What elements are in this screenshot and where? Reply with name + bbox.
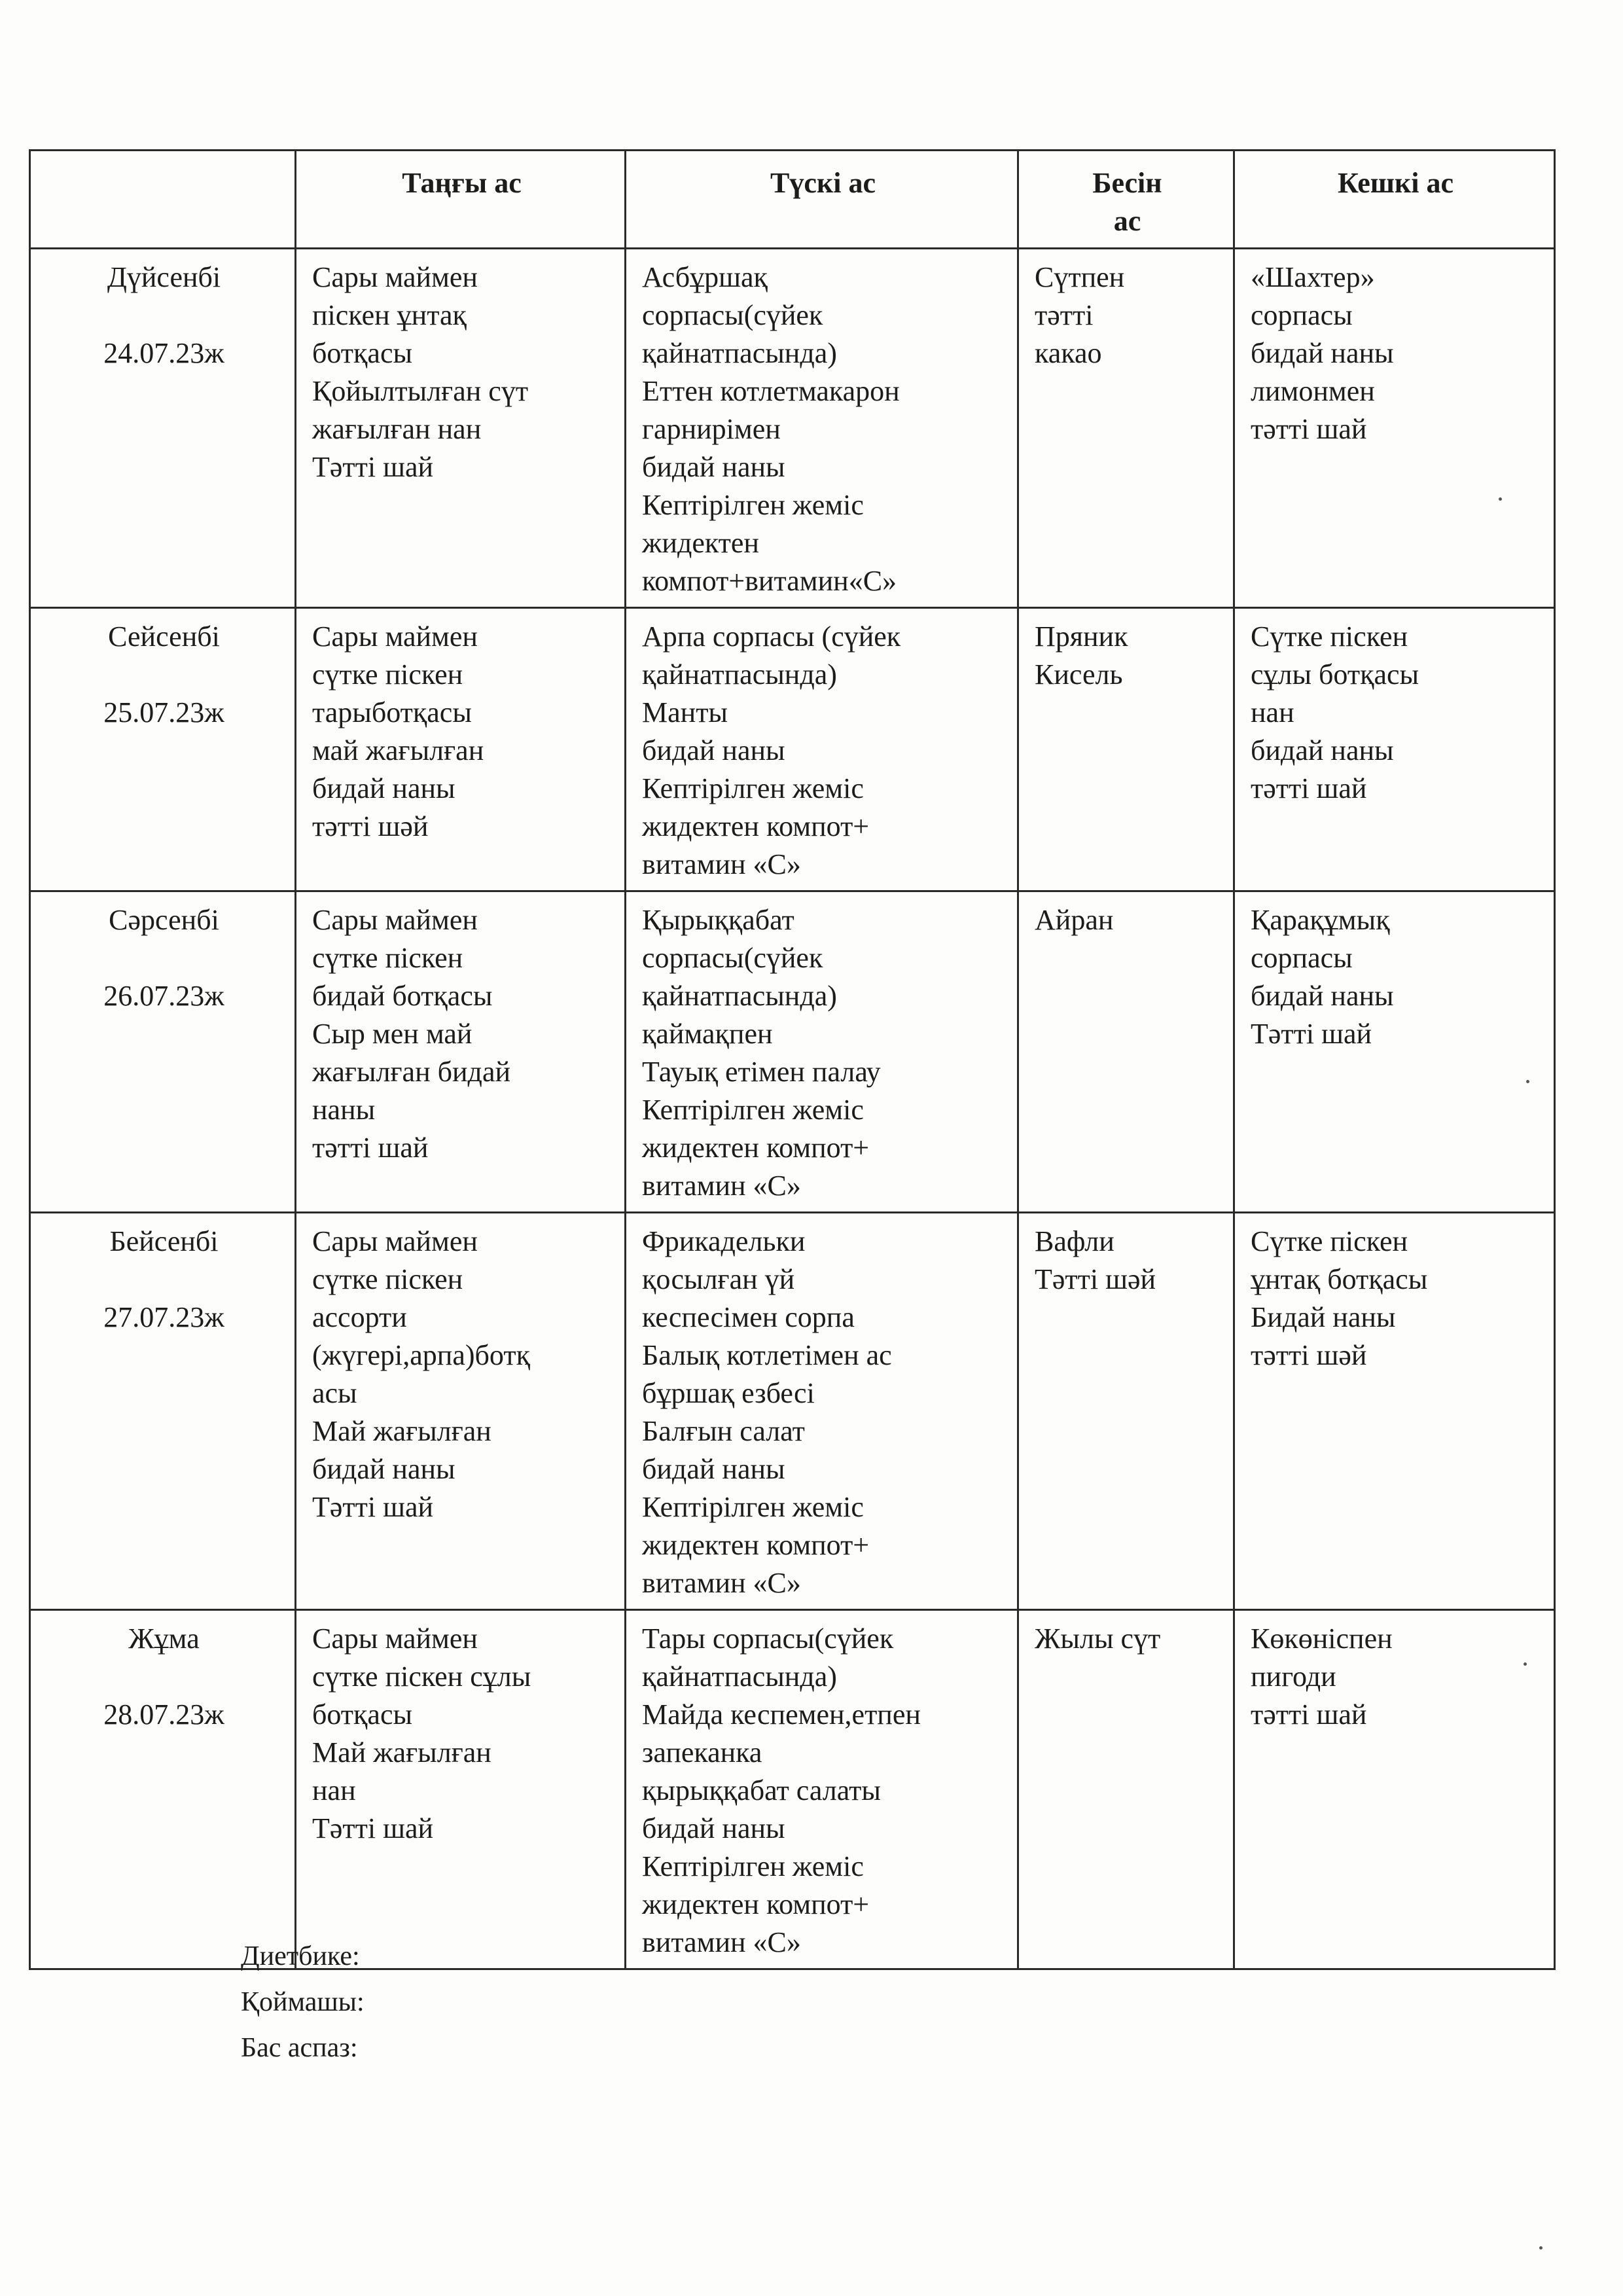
meal-line: Тары сорпасы(сүйек <box>642 1623 894 1655</box>
meal-line: май жағылған <box>312 734 484 766</box>
meal-line: Кисель <box>1035 658 1123 691</box>
scan-speck <box>1539 2246 1543 2250</box>
header-snack-line: Бесін <box>1092 167 1162 199</box>
meal-line: Сыр мен май <box>312 1018 473 1050</box>
meal-line: тәтті <box>1035 299 1094 331</box>
meal-line: сүтке піскен сұлы <box>312 1660 531 1693</box>
dinner-cell <box>1234 1213 1555 1610</box>
lunch-cell <box>626 608 1018 891</box>
meal-line: жидектен компот+ <box>642 1529 870 1561</box>
day-date: 24.07.23ж <box>103 337 224 369</box>
day-cell <box>30 891 296 1213</box>
meal-line: бидай наны <box>642 1453 785 1485</box>
scan-speck <box>1524 1662 1527 1666</box>
meal-line: Май жағылған <box>312 1736 491 1768</box>
meal-line: Асбұршақ <box>642 261 768 293</box>
meal-line: Еттен котлетмакарон <box>642 375 900 407</box>
meal-line: бидай наны <box>1251 980 1394 1012</box>
meal-line: витамин «С» <box>642 1926 801 1958</box>
meal-line: бұршақ езбесі <box>642 1377 815 1409</box>
meal-line: қайнатпасында) <box>642 337 837 369</box>
meal-line: сұлы ботқасы <box>1251 658 1419 691</box>
meal-line: піскен ұнтақ <box>312 299 467 331</box>
lunch-cell <box>626 891 1018 1213</box>
meal-line: тәтті шәй <box>312 810 429 842</box>
day-cell <box>30 1610 296 1969</box>
meal-line: сорпасы(сүйек <box>642 299 823 331</box>
meal-line: пигоди <box>1251 1660 1336 1693</box>
signature-head-cook: Бас аспаз: <box>241 2033 358 2063</box>
meal-line: Кептірілген жеміс <box>642 772 864 804</box>
day-name: Сейсенбі <box>108 620 220 653</box>
meal-line: бидай наны <box>1251 734 1394 766</box>
day-date: 26.07.23ж <box>103 980 224 1012</box>
day-name: Сәрсенбі <box>109 904 219 936</box>
meal-line: қосылған үй <box>642 1263 795 1295</box>
meal-line: Май жағылған <box>312 1415 491 1447</box>
day-cell <box>30 608 296 891</box>
dinner-cell <box>1234 608 1555 891</box>
header-lunch: Түскі ас <box>626 151 1018 249</box>
meal-line: Қарақұмық <box>1251 904 1390 936</box>
meal-line: қырыққабат салаты <box>642 1774 881 1806</box>
meal-line: какао <box>1035 337 1102 369</box>
meal-line: Сүтпен <box>1035 261 1125 293</box>
meal-line: сорпасы <box>1251 942 1353 974</box>
meal-line: сүтке піскен <box>312 1263 463 1295</box>
meal-line: Тәтті шай <box>1251 1018 1372 1050</box>
meal-line: Фрикадельки <box>642 1225 806 1257</box>
meal-line: қайнатпасында) <box>642 658 837 691</box>
meal-line: Сары маймен <box>312 1623 478 1655</box>
meal-line: жағылған нан <box>312 413 482 445</box>
meal-line: Тәтті шәй <box>1035 1263 1156 1295</box>
meal-line: Сары маймен <box>312 620 478 653</box>
day-date: 27.07.23ж <box>103 1301 224 1333</box>
day-name: Дүйсенбі <box>107 261 221 293</box>
breakfast-cell <box>296 249 626 608</box>
menu-row <box>30 1610 1555 1969</box>
meal-line: қаймақпен <box>642 1018 773 1050</box>
meal-line: Сары маймен <box>312 1225 478 1257</box>
header-snack <box>1018 151 1234 249</box>
menu-body <box>30 249 1555 1969</box>
meal-line: нан <box>312 1774 356 1806</box>
menu-row <box>30 1213 1555 1610</box>
meal-line: Қырыққабат <box>642 904 794 936</box>
meal-line: ботқасы <box>312 1698 413 1731</box>
meal-line: тәтті шай <box>1251 413 1367 445</box>
meal-line: жидектен компот+ <box>642 1888 870 1920</box>
menu-row <box>30 891 1555 1213</box>
dinner-cell <box>1234 1610 1555 1969</box>
meal-line: бидай наны <box>312 1453 455 1485</box>
header-corner-cell <box>30 151 296 249</box>
meal-line: жидектен компот+ <box>642 810 870 842</box>
meal-line: асы <box>312 1377 357 1409</box>
meal-line: Кептірілген жеміс <box>642 1094 864 1126</box>
meal-line: Жылы сүт <box>1035 1623 1161 1655</box>
dinner-cell <box>1234 891 1555 1213</box>
meal-line: сүтке піскен <box>312 658 463 691</box>
meal-line: бидай наны <box>642 451 785 483</box>
breakfast-cell <box>296 1213 626 1610</box>
meal-line: витамин «С» <box>642 848 801 880</box>
lunch-cell <box>626 249 1018 608</box>
meal-line: Сүтке піскен <box>1251 1225 1408 1257</box>
day-cell <box>30 1213 296 1610</box>
meal-line: (жүгері,арпа)ботқ <box>312 1339 530 1371</box>
meal-line: Балғын салат <box>642 1415 805 1447</box>
header-breakfast: Таңғы ас <box>296 151 626 249</box>
meal-line: тарыботқасы <box>312 696 472 728</box>
signature-dietitian: Диетбике: <box>241 1941 360 1971</box>
meal-line: ботқасы <box>312 337 413 369</box>
meal-line: Пряник <box>1035 620 1128 653</box>
meal-line: Бидай наны <box>1251 1301 1396 1333</box>
meal-line: Тәтті шай <box>312 1812 434 1844</box>
meal-line: гарнирімен <box>642 413 781 445</box>
meal-line: Кептірілген жеміс <box>642 489 864 521</box>
meal-line: Көкөніспен <box>1251 1623 1393 1655</box>
meal-line: бидай наны <box>642 1812 785 1844</box>
meal-line: ассорти <box>312 1301 407 1333</box>
meal-line: бидай наны <box>1251 337 1394 369</box>
lunch-cell <box>626 1213 1018 1610</box>
meal-line: сорпасы <box>1251 299 1353 331</box>
day-cell <box>30 249 296 608</box>
breakfast-cell <box>296 891 626 1213</box>
meal-line: наны <box>312 1094 376 1126</box>
meal-line: тәтті шай <box>312 1132 429 1164</box>
menu-row <box>30 249 1555 608</box>
meal-line: Сүтке піскен <box>1251 620 1408 653</box>
meal-line: Кептірілген жеміс <box>642 1850 864 1882</box>
meal-line: Тәтті шай <box>312 1491 434 1523</box>
meal-line: ұнтақ ботқасы <box>1251 1263 1428 1295</box>
meal-line: Балық котлетімен ас <box>642 1339 892 1371</box>
meal-line: қайнатпасында) <box>642 1660 837 1693</box>
snack-cell <box>1018 1610 1234 1969</box>
meal-line: запеканка <box>642 1736 762 1768</box>
meal-line: тәтті шай <box>1251 772 1367 804</box>
meal-line: «Шахтер» <box>1251 261 1375 293</box>
snack-cell <box>1018 249 1234 608</box>
meal-line: сүтке піскен <box>312 942 463 974</box>
header-row <box>30 151 1555 249</box>
meal-line: Сары маймен <box>312 904 478 936</box>
meal-line: жидектен <box>642 527 759 559</box>
snack-cell <box>1018 1213 1234 1610</box>
meal-line: витамин «С» <box>642 1170 801 1202</box>
scan-speck <box>1526 1080 1529 1083</box>
meal-line: тәтті шай <box>1251 1698 1367 1731</box>
meal-line: Манты <box>642 696 728 728</box>
meal-line: Вафли <box>1035 1225 1115 1257</box>
day-name: Жұма <box>128 1623 200 1655</box>
meal-line: Тәтті шай <box>312 451 434 483</box>
meal-line: Тауық етімен палау <box>642 1056 881 1088</box>
snack-cell <box>1018 891 1234 1213</box>
meal-line: бидай наны <box>642 734 785 766</box>
snack-cell <box>1018 608 1234 891</box>
lunch-cell <box>626 1610 1018 1969</box>
header-dinner: Кешкі ас <box>1234 151 1555 249</box>
breakfast-cell <box>296 608 626 891</box>
dinner-cell <box>1234 249 1555 608</box>
meal-line: жағылған бидай <box>312 1056 511 1088</box>
scan-speck <box>1499 497 1502 501</box>
meal-line: жидектен компот+ <box>642 1132 870 1164</box>
meal-line: кеспесімен сорпа <box>642 1301 855 1333</box>
meal-line: компот+витамин«С» <box>642 565 897 597</box>
day-date: 25.07.23ж <box>103 696 224 728</box>
meal-line: сорпасы(сүйек <box>642 942 823 974</box>
breakfast-cell <box>296 1610 626 1969</box>
meal-line: нан <box>1251 696 1294 728</box>
meal-line: лимонмен <box>1251 375 1375 407</box>
meal-line: бидай ботқасы <box>312 980 493 1012</box>
header-snack-line: ас <box>1113 205 1141 237</box>
day-name: Бейсенбі <box>109 1225 219 1257</box>
menu-table <box>29 149 1556 1970</box>
meal-line: Сары маймен <box>312 261 478 293</box>
meal-line: Қойылтылған сүт <box>312 375 529 407</box>
meal-line: Айран <box>1035 904 1114 936</box>
meal-line: тәтті шәй <box>1251 1339 1367 1371</box>
meal-line: Арпа сорпасы (сүйек <box>642 620 901 653</box>
meal-line: витамин «С» <box>642 1567 801 1599</box>
signature-storekeeper: Қоймашы: <box>241 1987 365 2017</box>
meal-line: Майда кеспемен,етпен <box>642 1698 921 1731</box>
meal-line: Кептірілген жеміс <box>642 1491 864 1523</box>
day-date: 28.07.23ж <box>103 1698 224 1731</box>
meal-line: бидай наны <box>312 772 455 804</box>
menu-row <box>30 608 1555 891</box>
meal-line: қайнатпасында) <box>642 980 837 1012</box>
